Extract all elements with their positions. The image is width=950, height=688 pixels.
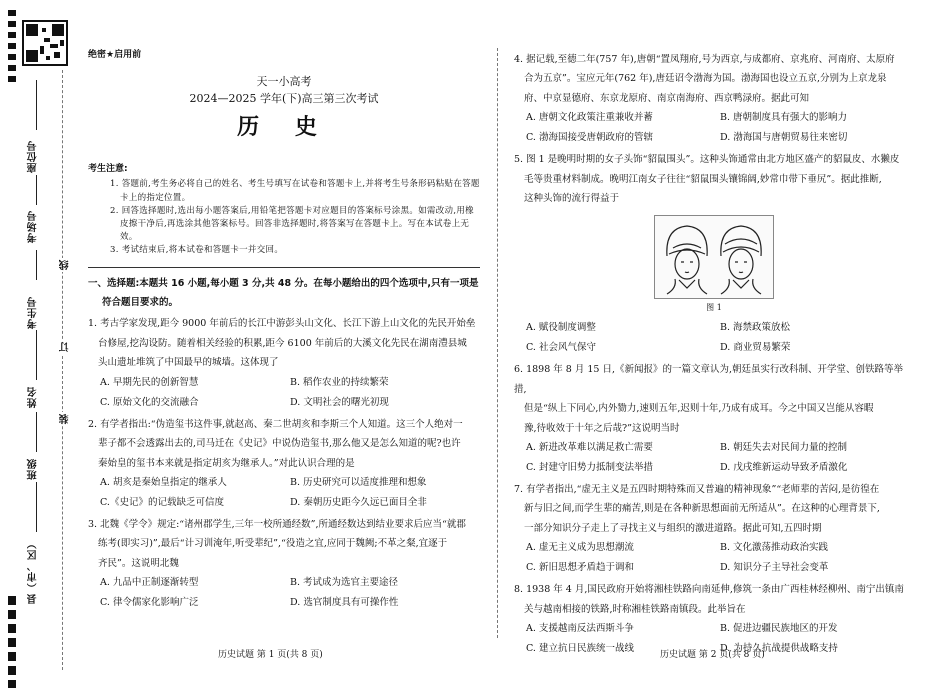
question-text-line: 4. 据记载,至德二年(757 年),唐朝“置凤翔府,号为西京,与成都府、京兆府、河南府、太原府 — [514, 54, 895, 65]
notice-item-2: 2. 回答选择题时,选出每小题答案后,用铅笔把答题卡对应题目的答案标号涂黑。如需改动,用橡皮擦干净后,再选涂其他答案标号。回答非选择题时,将答案写在答题卡上。写在本试卷上无效。 — [110, 205, 474, 243]
name-label: 姓名 — [28, 386, 39, 408]
question-4 — [514, 50, 914, 108]
exam-organizer: 天一小高考 — [256, 74, 312, 88]
option-c: C.《史记》的记载缺乏可信度 — [100, 497, 224, 509]
option-d: D. 选官制度具有可操作性 — [290, 597, 399, 609]
student-number-label: 考生号 — [28, 296, 39, 329]
question-text-line: 6. 1898 年 8 月 15 日,《新闻报》的一篇文章认为,朝廷虽实行改科制、开学堂、创铁路等举措, — [514, 364, 904, 395]
cut-mark-line: 线 — [60, 260, 71, 270]
option-b: B. 朝廷失去对民间力量的控制 — [720, 442, 848, 454]
option-d: D. 戊戌维新运动导致矛盾激化 — [720, 461, 848, 473]
question-7-options — [514, 538, 914, 578]
option-b: B. 海禁政策放松 — [720, 322, 791, 334]
section-divider — [88, 267, 480, 268]
room-number-label: 考场号 — [28, 210, 39, 243]
cut-mark-bind: 装 — [60, 414, 71, 424]
option-c: C. 新旧思想矛盾趋于调和 — [526, 562, 634, 574]
question-text-line: 7. 有学者指出,“虚无主义是五四时期特殊而又普遍的精神现象”“老师辈的苦闷,是彷徨在 — [514, 483, 880, 495]
question-4-options — [514, 108, 914, 148]
question-text-line: 辈子都不会透露出去的,司马迁在《史记》中说伪造玺书,那么他又是怎么知道的呢?也许 — [98, 438, 461, 450]
option-a: A. 赋役制度调整 — [526, 322, 596, 334]
question-text-line: 1. 考古学家发现,距今 9000 年前后的长江中游彭头山文化、长江下游上山文化的先民开始垒 — [88, 318, 476, 330]
alignment-marks-bottom — [8, 596, 16, 688]
question-text-line: 新与旧之间,而学生辈的痛苦,则是在各种新思想面前无所适从”。在这种的心理背景下, — [524, 503, 880, 515]
county-label: 县（市、区） — [28, 538, 39, 604]
option-a: A. 虚无主义成为思想潮流 — [526, 542, 634, 554]
question-5-options — [514, 318, 914, 358]
question-text-line: 练考(即实习)”,最后“计习训淹年,听受辈纪”,“役造之宜,应同于魏阙;不革之粲,宜逐于 — [98, 538, 448, 550]
question-text-line: 5. 图 1 是晚明时期的女子头饰“貂鼠围头”。这种头饰通常由北方地区盛产的貂鼠皮、水獭皮 — [514, 154, 900, 166]
option-d: D. 渤海国与唐朝贸易往来密切 — [720, 132, 848, 144]
question-text-line: 但是“纵上下同心,内外勠力,速则五年,迟则十年,乃成有成耳。今之中国又岂能从容暇 — [524, 403, 874, 415]
question-text-line: 3. 北魏《学令》规定:“诸州郡学生,三年一校所通经数”,所通经数达到结业要求后应当“就郡 — [88, 518, 466, 530]
question-7 — [514, 480, 914, 538]
option-d: D. 为持久抗战提供战略支持 — [720, 643, 838, 655]
page-2-footer: 历史试题 第 2 页(共 8 页) — [660, 650, 765, 660]
question-text-line: 这种头饰的流行得益于 — [524, 193, 620, 205]
page-1-column — [88, 50, 480, 615]
option-a: A. 早期先民的创新智慧 — [100, 376, 199, 388]
binding-cut-line — [62, 70, 63, 670]
section-heading — [88, 274, 480, 312]
option-d: D. 文明社会的曙光初现 — [290, 396, 389, 408]
option-d: D. 秦朝历史距今久远已面目全非 — [290, 497, 427, 509]
option-a: A. 支援越南反法西斯斗争 — [526, 623, 634, 635]
section-heading-line-1: 一、选择题:本题共 16 小题,每小题 3 分,共 48 分。在每小题给出的四个选项中,只有一项是 — [88, 278, 479, 290]
question-text-line: 台修屋,挖沟设防。随着相关经验的积累,距今 6100 年前后的大溪文化先民在湖南澧县城 — [98, 337, 467, 349]
binding-strip — [0, 0, 84, 688]
question-text-line: 一部分知识分子走上了寻找主义与组织的激进道路。据此可知,五四时期 — [524, 522, 822, 534]
question-2 — [88, 415, 480, 473]
option-a: A. 唐朝文化政策注重兼收并蓄 — [526, 112, 653, 124]
option-c: C. 渤海国接受唐朝政府的管辖 — [526, 132, 653, 144]
notice-item-1: 1. 答题前,考生务必将自己的姓名、考生号填写在试卷和答题卡上,并将考生号条形码粘贴在答题卡上的指定位置。 — [110, 179, 480, 203]
question-8 — [514, 580, 914, 619]
column-divider — [497, 48, 498, 638]
seat-number-label: 座位号 — [28, 140, 39, 173]
option-c: C. 建立抗日民族统一战线 — [526, 643, 634, 655]
question-5 — [514, 150, 914, 208]
question-text-line: 豫,待收效于十年之后哉?”这说明当时 — [524, 422, 680, 434]
figure-caption: 图 1 — [706, 302, 722, 312]
section-heading-line-2: 符合题目要求的。 — [102, 297, 179, 309]
option-b: B. 历史研究可以适度推理和想象 — [290, 477, 427, 489]
option-d: D. 商业贸易繁荣 — [720, 342, 791, 354]
option-a: A. 九品中正制逐渐转型 — [100, 577, 199, 589]
secret-marker: 绝密★启用前 — [88, 50, 142, 60]
question-1 — [88, 314, 480, 372]
notice-title: 考生注意: — [88, 163, 128, 174]
class-label: 班级 — [28, 458, 39, 480]
question-text-line: 2. 有学者指出:“伪造玺书这件事,就赵高、秦二世胡亥和李斯三个人知道。这三个人绝对一 — [88, 418, 463, 430]
option-b: B. 稻作农业的持续繁荣 — [290, 376, 389, 388]
option-c: C. 律令儒家化影响广泛 — [100, 597, 199, 609]
question-text-line: 头山遗址堆筑了中国最早的城墙。这体现了 — [98, 357, 279, 369]
question-6-options — [514, 438, 914, 478]
alignment-marks-top — [8, 10, 16, 87]
question-text-line: 毛等贵重材料制成。晚明江南女子往往“貂鼠围头镶锦阔,妙常巾带下垂尻”。据此推断, — [524, 173, 882, 185]
option-a: A. 新进改革难以满足救亡需要 — [526, 442, 653, 454]
notice-item-3: 3. 考试结束后,将本试卷和答题卡一并交回。 — [110, 245, 284, 256]
option-b: B. 考试成为选官主要途径 — [290, 577, 399, 589]
question-3 — [88, 515, 480, 573]
question-text-line: 府、中京显德府、东京龙原府、南京南海府、西京鸭渌府。据此可知 — [524, 92, 810, 104]
page-2-column — [514, 50, 914, 661]
option-c: C. 封建守旧势力抵制变法举措 — [526, 461, 653, 473]
question-6 — [514, 360, 914, 438]
question-1-options — [88, 373, 480, 413]
exam-title: 2024—2025 学年(下)高三第三次考试 — [189, 91, 379, 105]
question-text-line: 8. 1938 年 4 月,国民政府开始将湘桂铁路向南延伸,修筑一条由广西桂林经柳州、南宁出镇南 — [514, 584, 904, 596]
option-a: A. 胡亥是秦始皇指定的继承人 — [100, 477, 227, 489]
question-text-line: 齐民”。这说明北魏 — [98, 557, 179, 569]
option-d: D. 知识分子主导社会变革 — [720, 562, 829, 574]
subject-title: 历 史 — [237, 115, 331, 141]
question-text-line: 秦始皇的玺书本来就是指定胡亥为继承人。”对此认识合理的是 — [98, 457, 355, 469]
question-3-options — [88, 573, 480, 613]
option-c: C. 原始文化的交流融合 — [100, 396, 199, 408]
headdress-illustration — [654, 215, 774, 299]
question-text-line: 关与越南相接的铁路,时称湘桂铁路南镇段。此举旨在 — [524, 603, 746, 615]
qr-code — [22, 20, 68, 66]
page-1-footer: 历史试题 第 1 页(共 8 页) — [218, 650, 323, 660]
option-b: B. 促进边疆民族地区的开发 — [720, 623, 838, 635]
option-c: C. 社会风气保守 — [526, 342, 596, 354]
question-2-options — [88, 473, 480, 513]
option-b: B. 唐朝制度具有强大的影响力 — [720, 112, 848, 124]
cut-mark-staple: 订 — [60, 342, 71, 352]
question-text-line: 合为五京”。宝应元年(762 年),唐廷诏令渤海为国。渤海国也设立五京,分别为上京龙泉 — [524, 73, 887, 85]
option-b: B. 文化激荡推动政治实践 — [720, 542, 829, 554]
